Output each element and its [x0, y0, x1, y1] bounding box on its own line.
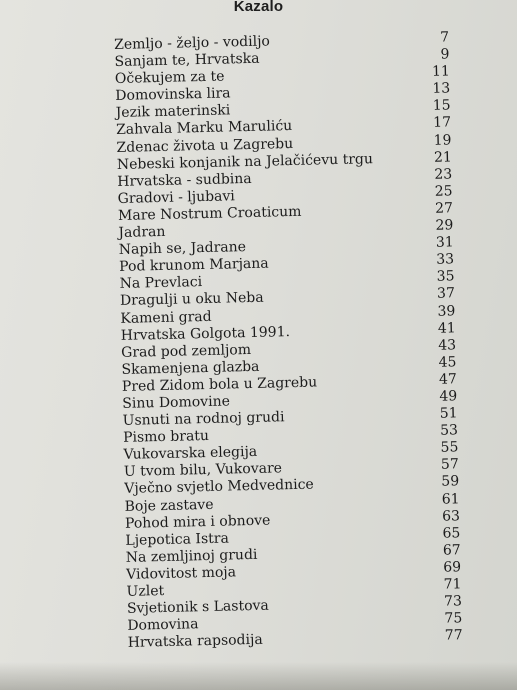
toc-entry-page: 33 [436, 251, 455, 268]
toc-entry-page: 11 [431, 63, 451, 80]
toc-entry-title: Kameni grad [120, 308, 212, 327]
toc-entry-page: 13 [432, 80, 451, 98]
toc-entry-title: Pod krunom Marjana [119, 255, 269, 276]
toc-entry-page: 41 [437, 319, 456, 337]
toc-entry-title: Grad pod zemljom [120, 341, 252, 361]
toc-entry-page: 47 [438, 371, 458, 388]
toc-entry-title: Na Prevlaci [119, 274, 203, 293]
toc-entry-title: Dragulji u oku Neba [119, 290, 264, 310]
toc-entry-page: 57 [440, 456, 459, 474]
page-bottom-shadow [0, 662, 517, 690]
toc-entry-page: 29 [435, 217, 454, 234]
toc-entry-page: 77 [444, 627, 463, 644]
toc-entry-title: Skamenjena glazba [121, 358, 260, 378]
table-of-contents [114, 29, 463, 652]
toc-entry-page: 73 [443, 593, 463, 610]
toc-entry-page: 23 [434, 166, 453, 183]
toc-entry-title: Nebeski konjanik na Jelačićevu trgu [116, 150, 374, 173]
toc-entry-page: 51 [439, 405, 458, 422]
toc-entry-page: 45 [438, 354, 457, 371]
toc-entry-title: Domovinska lira [115, 85, 231, 105]
toc-entry-title: Gradovi - ljubavi [117, 188, 235, 207]
toc-entry-title: Svjetionik s Lastova [126, 597, 269, 617]
toc-entry-title: Uzlet [126, 583, 165, 600]
toc-entry-title: Napih se, Jadrane [118, 239, 247, 259]
toc-entry-page: 15 [432, 97, 451, 115]
toc-entry-page: 69 [443, 559, 462, 576]
toc-entry-page: 63 [441, 507, 461, 525]
toc-entry-title: Sinu Domovine [122, 393, 231, 412]
toc-entry-page: 17 [433, 114, 452, 132]
toc-entry-title: Očekujem za te [114, 68, 225, 88]
toc-entry-page: 31 [435, 234, 454, 251]
toc-entry-page: 71 [443, 576, 462, 593]
toc-entry-title: Vukovarska elegija [123, 444, 258, 464]
toc-entry-page: 49 [439, 388, 458, 405]
toc-entry-page: 61 [441, 490, 460, 508]
toc-entry-page: 55 [440, 439, 459, 456]
toc-entry-page: 27 [434, 200, 454, 217]
toc-entry-title: Mare Nostrum Croaticum [117, 203, 302, 224]
toc-entry-title: Jezik materinski [115, 102, 231, 122]
toc-entry-page: 21 [433, 149, 452, 166]
toc-entry-page: 35 [436, 268, 455, 286]
toc-entry-title: U tvom bilu, Vukovare [123, 460, 283, 481]
toc-entry-page: 9 [440, 46, 450, 63]
toc-entry-title: Na zemljinoj grudi [125, 546, 258, 566]
toc-entry-page: 53 [440, 422, 459, 439]
toc-entry-title: Zemljo - željo - vodiljo [114, 33, 271, 53]
toc-entry-title: Zahvala Marku Maruliću [115, 118, 293, 139]
toc-entry-title: Pohod mira i obnove [124, 512, 271, 532]
toc-entry-title: Usnuti na rodnoj grudi [122, 409, 285, 429]
toc-entry-page: 7 [439, 29, 450, 46]
toc-entry-title: Zdenac života u Zagrebu [116, 135, 294, 156]
toc-entry-title: Ljepotica Istra [125, 530, 230, 549]
page-title: Kazalo [233, 0, 284, 15]
toc-entry-title: Domovina [127, 616, 199, 635]
toc-entry-page: 19 [433, 131, 452, 149]
toc-entry-page: 37 [436, 285, 456, 303]
toc-entry-page: 75 [444, 610, 463, 627]
toc-entry-page: 43 [438, 337, 457, 354]
toc-entry-title: Vječno svjetlo Medvednice [124, 477, 314, 498]
toc-entry-page: 65 [442, 524, 461, 542]
toc-entry-title: Boje zastave [124, 496, 214, 515]
toc-entry-title: Hrvatska rapsodija [127, 632, 263, 652]
toc-entry-title: Vidovitost moja [126, 564, 237, 583]
toc-entry-page: 25 [434, 183, 453, 200]
toc-entry-title: Jadran [118, 223, 166, 241]
toc-entry-page: 39 [437, 302, 456, 320]
toc-entry-page: 67 [442, 542, 461, 559]
toc-entry-title: Pred Zidom bola u Zagrebu [121, 374, 318, 395]
toc-entry-title: Sanjam te, Hrvatska [114, 50, 260, 71]
toc-entry-title: Hrvatska - sudbina [117, 170, 252, 190]
toc-entry-title: Hrvatska Golgota 1991. [120, 323, 291, 344]
toc-entry-page: 59 [441, 473, 460, 491]
toc-entry-title: Pismo bratu [122, 428, 210, 447]
